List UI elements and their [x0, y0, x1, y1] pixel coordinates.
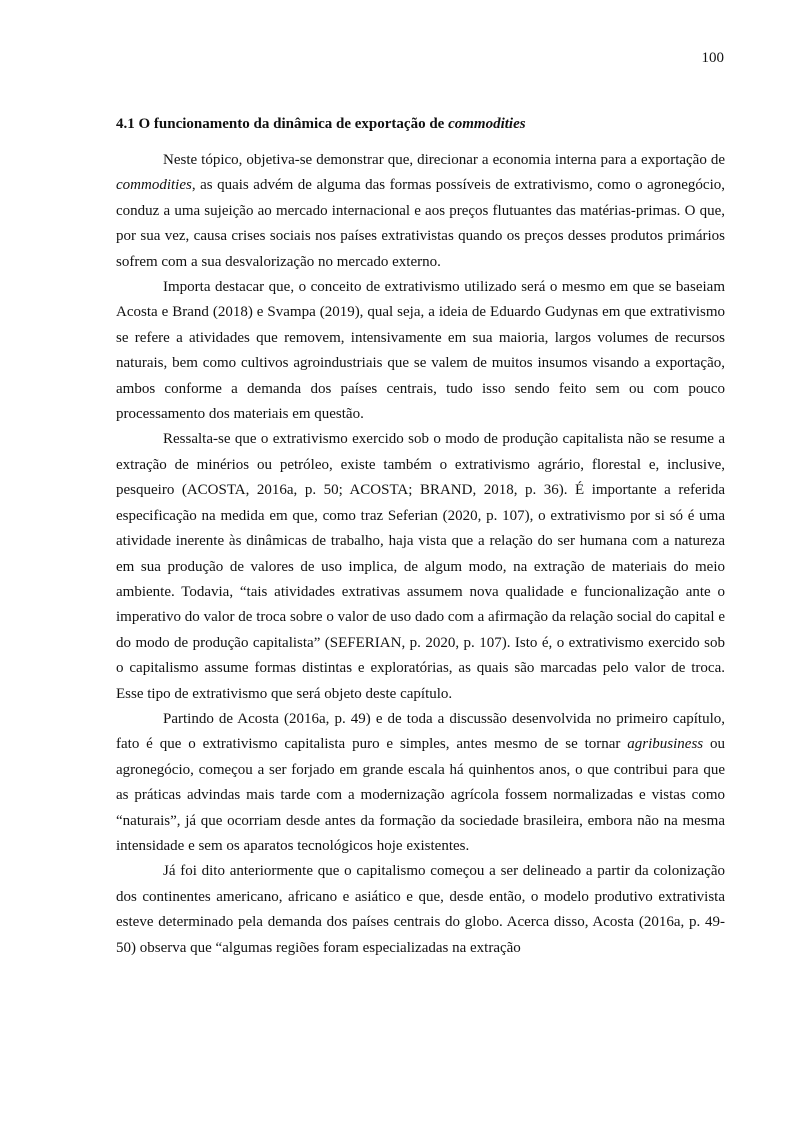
section-heading: [116, 114, 725, 134]
paragraph-4: [116, 707, 725, 859]
section-heading-italic: commodities: [448, 116, 526, 132]
page-number: 100: [701, 50, 724, 66]
document-body: [116, 114, 725, 961]
paragraph-italic-term: commodities: [116, 177, 192, 194]
paragraph-text: ou agronegócio, começou a ser forjado em grande escala há quinhentos anos, o que contribui para que as práticas advindas mais tarde com a modernização agrícola fossem normalizadas e vistas como “naturais”, já que ocorriam desde antes da formação da sociedade brasileira, embora não na mesma intensidade e sem os aparatos tecnológicos hoje existentes.: [116, 736, 725, 854]
paragraph-5: [116, 859, 725, 961]
paragraph-1: [116, 148, 725, 275]
paragraph-text: Já foi dito anteriormente que o capitalismo começou a ser delineado a partir da colonização dos continentes americano, africano e asiático e que, desde então, o modelo produtivo extrativista esteve determinado pela demanda dos países centrais do globo. Acerca disso, Acosta (2016a, p. 49-50) observa que “algumas regiões foram especializadas na extração: [116, 863, 725, 956]
paragraph-3: [116, 427, 725, 706]
paragraph-text: Importa destacar que, o conceito de extrativismo utilizado será o mesmo em que se baseiam Acosta e Brand (2018) e Svampa (2019), qual seja, a ideia de Eduardo Gudynas em que extrativismo se refere a atividades que removem, intensivamente em sua maioria, largos volumes de recursos naturais, bem como cultivos agroindustriais que se valem de muitos insumos visando a exportação, ambos conforme a demanda dos países centrais, tudo isso sendo feito sem ou com pouco processamento dos materiais em questão.: [116, 279, 725, 423]
paragraph-text: Neste tópico, objetiva-se demonstrar que, direcionar a economia interna para a exportação de: [163, 152, 725, 168]
paragraph-2: [116, 275, 725, 427]
section-heading-text: 4.1 O funcionamento da dinâmica de exportação de: [116, 116, 449, 132]
paragraph-italic-term: agribusiness: [627, 736, 704, 753]
paragraph-text: Ressalta-se que o extrativismo exercido sob o modo de produção capitalista não se resume a extração de minérios ou petróleo, existe também o extrativismo agrário, florestal e, inclusive, pesqueiro (ACOSTA, 2016a, p. 50; ACOSTA; BRAND, 2018, p. 36). É importante a referida especificação na medida em que, como traz Seferian (2020, p. 107), o extrativismo por si só é uma atividade inerente às dinâmicas de trabalho, haja vista que a relação do ser humana com a natureza em sua produção de valores de uso implica, de algum modo, na extração de materiais do meio ambiente. Todavia, “tais atividades extrativas assumem nova qualidade e funcionalização ante o imperativo do valor de troca sobre o valor de uso dado com a afirmação da relação social do capital e do modo de produção capitalista” (SEFERIAN, p. 2020, p. 107). Isto é, o extrativismo exercido sob o capitalismo assume formas distintas e exploratórias, as quais são marcadas pelo valor de troca. Esse tipo de extrativismo que será objeto deste capítulo.: [116, 431, 725, 702]
paragraph-text: , as quais advém de alguma das formas possíveis de extrativismo, como o agronegócio, conduz a uma sujeição ao mercado internacional e aos preços flutuantes das matérias-primas. O que, por sua vez, causa crises sociais nos países extrativistas quando os preços desses produtos primários sofrem com a sua desvalorização no mercado externo.: [116, 177, 725, 270]
paragraph-text: Partindo de Acosta (2016a, p. 49) e de toda a discussão desenvolvida no primeiro capítulo, fato é que o extrativismo capitalista puro e simples, antes mesmo de se tornar: [116, 710, 725, 753]
